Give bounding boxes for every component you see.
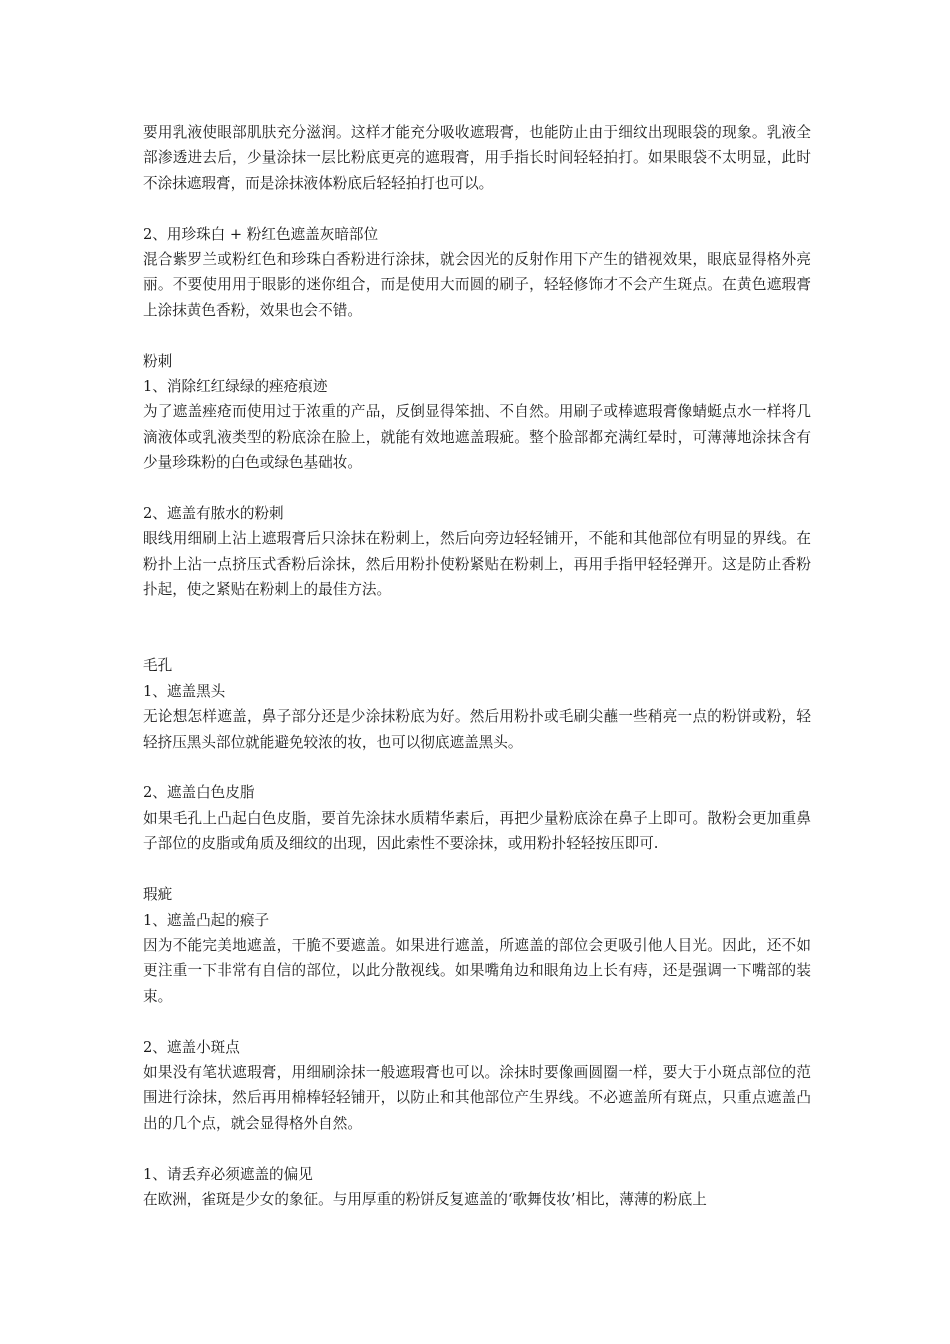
paragraph: 要用乳液使眼部肌肤充分滋润。这样才能充分吸收遮瑕膏，也能防止由于细纹出现眼袋的现象。乳液全部渗透进去后，少量涂抹一层比粉底更亮的遮瑕膏，用手指长时间轻轻拍打。如果眼袋不太明显，此时不涂抹遮瑕膏，而是涂抹液体粉底后轻轻拍打也可以。 [143, 124, 811, 192]
section-heading: 1、遮盖黑头 [143, 682, 226, 700]
section-heading: 1、遮盖凸起的瘊子 [143, 911, 270, 929]
paragraph-spacer [143, 1009, 811, 1034]
section-heading: 1、消除红红绿绿的痤疮痕迹 [143, 378, 328, 396]
paragraph: 如果没有笔状遮瑕膏，用细刷涂抹一般遮瑕膏也可以。涂抹时要像画圆圈一样，要大于小斑点部位的范围进行涂抹，然后再用棉棒轻轻铺开，以防止和其他部位产生界线。不必遮盖所有斑点，只重点遮盖凸出的几个点，就会显得格外自然。 [143, 1063, 811, 1132]
section-heading: 毛孔 [143, 657, 173, 675]
paragraph-spacer [143, 1136, 811, 1161]
paragraph-spacer [143, 755, 811, 780]
paragraph: 因为不能完美地遮盖，干脆不要遮盖。如果进行遮盖，所遮盖的部位会更吸引他人目光。因此，还不如更注重一下非常有自信的部位，以此分散视线。如果嘴角边和眼角边上长有痔，还是强调一下嘴部的装束。 [143, 936, 811, 1005]
section-heading: 瑕疵 [143, 886, 173, 904]
section-heading: 2、遮盖有脓水的粉刺 [143, 505, 284, 523]
paragraph-spacer [143, 476, 811, 501]
paragraph-spacer [143, 196, 811, 221]
section-heading: 1、请丢弃必须遮盖的偏见 [143, 1165, 313, 1183]
paragraph: 为了遮盖痤疮而使用过于浓重的产品，反倒显得笨拙、不自然。用刷子或棒遮瑕膏像蜻蜓点水一样将几滴液体或乳液类型的粉底涂在脸上，就能有效地遮盖瑕疵。整个脸部都充满红晕时，可薄薄地涂抹含有少量珍珠粉的白色或绿色基础妆。 [143, 403, 811, 472]
paragraph: 在欧洲，雀斑是少女的象征。与用厚重的粉饼反复遮盖的‘歌舞伎妆’相比，薄薄的粉底上 [143, 1190, 707, 1208]
paragraph: 混合紫罗兰或粉红色和珍珠白香粉进行涂抹，就会因光的反射作用下产生的错视效果，眼底显得格外亮丽。不要使用用于眼影的迷你组合，而是使用大而圆的刷子，轻轻修饰才不会产生斑点。在黄色遮瑕膏上涂抹黄色香粉，效果也会不错。 [143, 251, 811, 319]
paragraph: 无论想怎样遮盖，鼻子部分还是少涂抹粉底为好。然后用粉扑或毛刷尖蘸一些稍亮一点的粉饼或粉，轻轻挤压黑头部位就能避免较浓的妆，也可以彻底遮盖黑头。 [143, 708, 811, 751]
paragraph-spacer [143, 323, 811, 348]
section-heading: 2、遮盖小斑点 [143, 1038, 240, 1056]
paragraph-spacer [143, 603, 811, 654]
paragraph-spacer [143, 857, 811, 882]
section-heading: 粉刺 [143, 352, 173, 370]
paragraph: 眼线用细刷上沾上遮瑕膏后只涂抹在粉刺上，然后向旁边轻轻铺开，不能和其他部位有明显的界线。在粉扑上沾一点挤压式香粉后涂抹，然后用粉扑使粉紧贴在粉刺上，再用手指甲轻轻弹开。这是防止香粉扑起，使之紧贴在粉刺上的最佳方法。 [143, 530, 811, 599]
document-body [143, 120, 811, 1212]
section-heading: 2、用珍珠白 + 粉红色遮盖灰暗部位 [143, 225, 379, 243]
paragraph: 如果毛孔上凸起白色皮脂，要首先涂抹水质精华素后，再把少量粉底涂在鼻子上即可。散粉会更加重鼻子部位的皮脂或角质及细纹的出现，因此索性不要涂抹，或用粉扑轻轻按压即可. [143, 809, 811, 853]
section-heading: 2、遮盖白色皮脂 [143, 784, 255, 802]
